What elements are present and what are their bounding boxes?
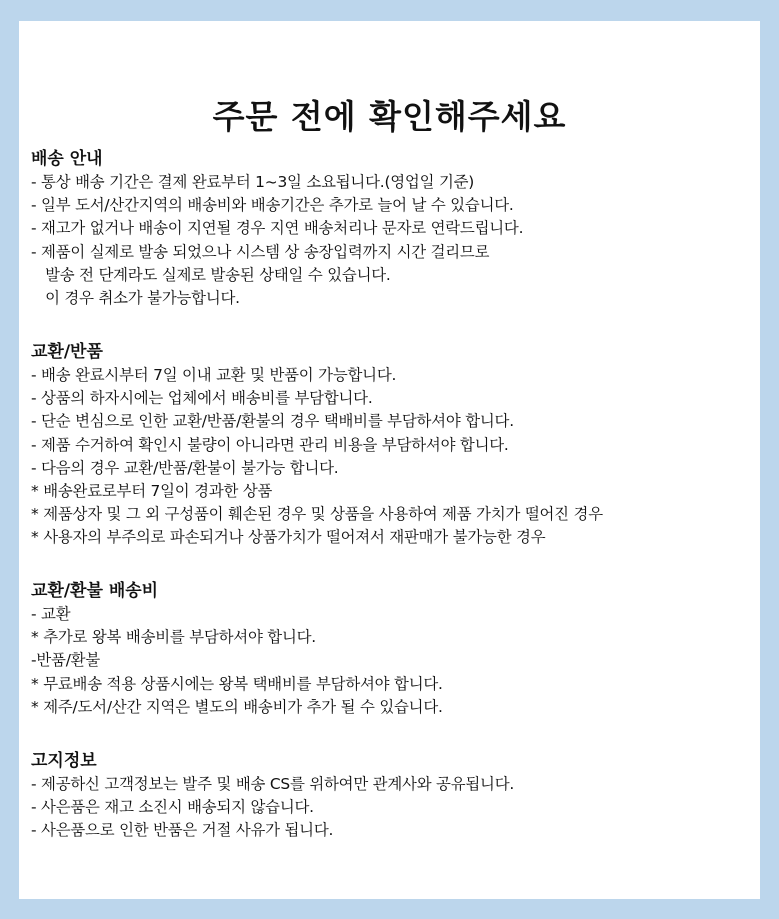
notice-line: - 사은품으로 인한 반품은 거절 사유가 됩니다. (31, 821, 334, 840)
notice-line: - 제품이 실제로 발송 되었으나 시스템 상 송장입력까지 시간 걸리므로 (31, 242, 490, 261)
notice-line: * 무료배송 적용 상품시에는 왕복 택배비를 부담하셔야 합니다. (31, 674, 443, 693)
section-lines (31, 773, 754, 843)
section-heading: 고지정보 (31, 751, 97, 771)
notice-line: * 제주/도서/산간 지역은 별도의 배송비가 추가 될 수 있습니다. (31, 697, 443, 716)
section-disclosure-info (31, 750, 754, 843)
notice-panel (19, 21, 760, 899)
notice-line: - 제품 수거하여 확인시 불량이 아니라면 관리 비용을 부담하셔야 합니다. (31, 435, 509, 454)
section-lines (31, 364, 754, 550)
section-heading: 배송 안내 (31, 149, 103, 169)
notice-line: - 통상 배송 기간은 결제 완료부터 1~3일 소요됩니다.(영업일 기준) (31, 173, 475, 191)
notice-line: - 제공하신 고객정보는 발주 및 배송 CS를 위하여만 관계사와 공유됩니다. (31, 775, 515, 793)
notice-line: - 배송 완료시부터 7일 이내 교환 및 반품이 가능합니다. (31, 366, 397, 384)
notice-line: - 일부 도서/산간지역의 배송비와 배송기간은 추가로 늘어 날 수 있습니다. (31, 196, 514, 215)
section-exchange-return (31, 341, 754, 550)
notice-line: * 제품상자 및 그 외 구성품이 훼손된 경우 및 상품을 사용하여 제품 가치가 떨어진 경우 (31, 505, 603, 524)
notice-line: - 사은품은 재고 소진시 배송되지 않습니다. (31, 798, 314, 817)
section-lines (31, 171, 754, 310)
section-heading: 교환/반품 (31, 342, 103, 362)
notice-line: - 상품의 하자시에는 업체에서 배송비를 부담합니다. (31, 389, 373, 408)
notice-line: -반품/환불 (31, 651, 101, 670)
notice-line: * 배송완료로부터 7일이 경과한 상품 (31, 482, 273, 501)
notice-line: - 다음의 경우 교환/반품/환불이 불가능 합니다. (31, 458, 339, 477)
notice-line: - 재고가 없거나 배송이 지연될 경우 지연 배송처리나 문자로 연락드립니다. (31, 219, 524, 238)
section-delivery-info (31, 148, 754, 310)
notice-line: 이 경우 취소가 불가능합니다. (31, 289, 240, 308)
notice-line: 발송 전 단계라도 실제로 발송된 상태일 수 있습니다. (31, 265, 391, 284)
section-lines (31, 603, 754, 719)
notice-line: * 사용자의 부주의로 파손되거나 상품가치가 떨어져서 재판매가 불가능한 경우 (31, 528, 546, 547)
notice-line: * 추가로 왕복 배송비를 부담하셔야 합니다. (31, 628, 316, 647)
section-heading: 교환/환불 배송비 (31, 581, 159, 601)
section-shipping-fee (31, 580, 754, 719)
notice-line: - 교환 (31, 605, 71, 623)
notice-line: - 단순 변심으로 인한 교환/반품/환불의 경우 택배비를 부담하셔야 합니다. (31, 412, 514, 431)
page-title: 주문 전에 확인해주세요 (212, 97, 567, 136)
